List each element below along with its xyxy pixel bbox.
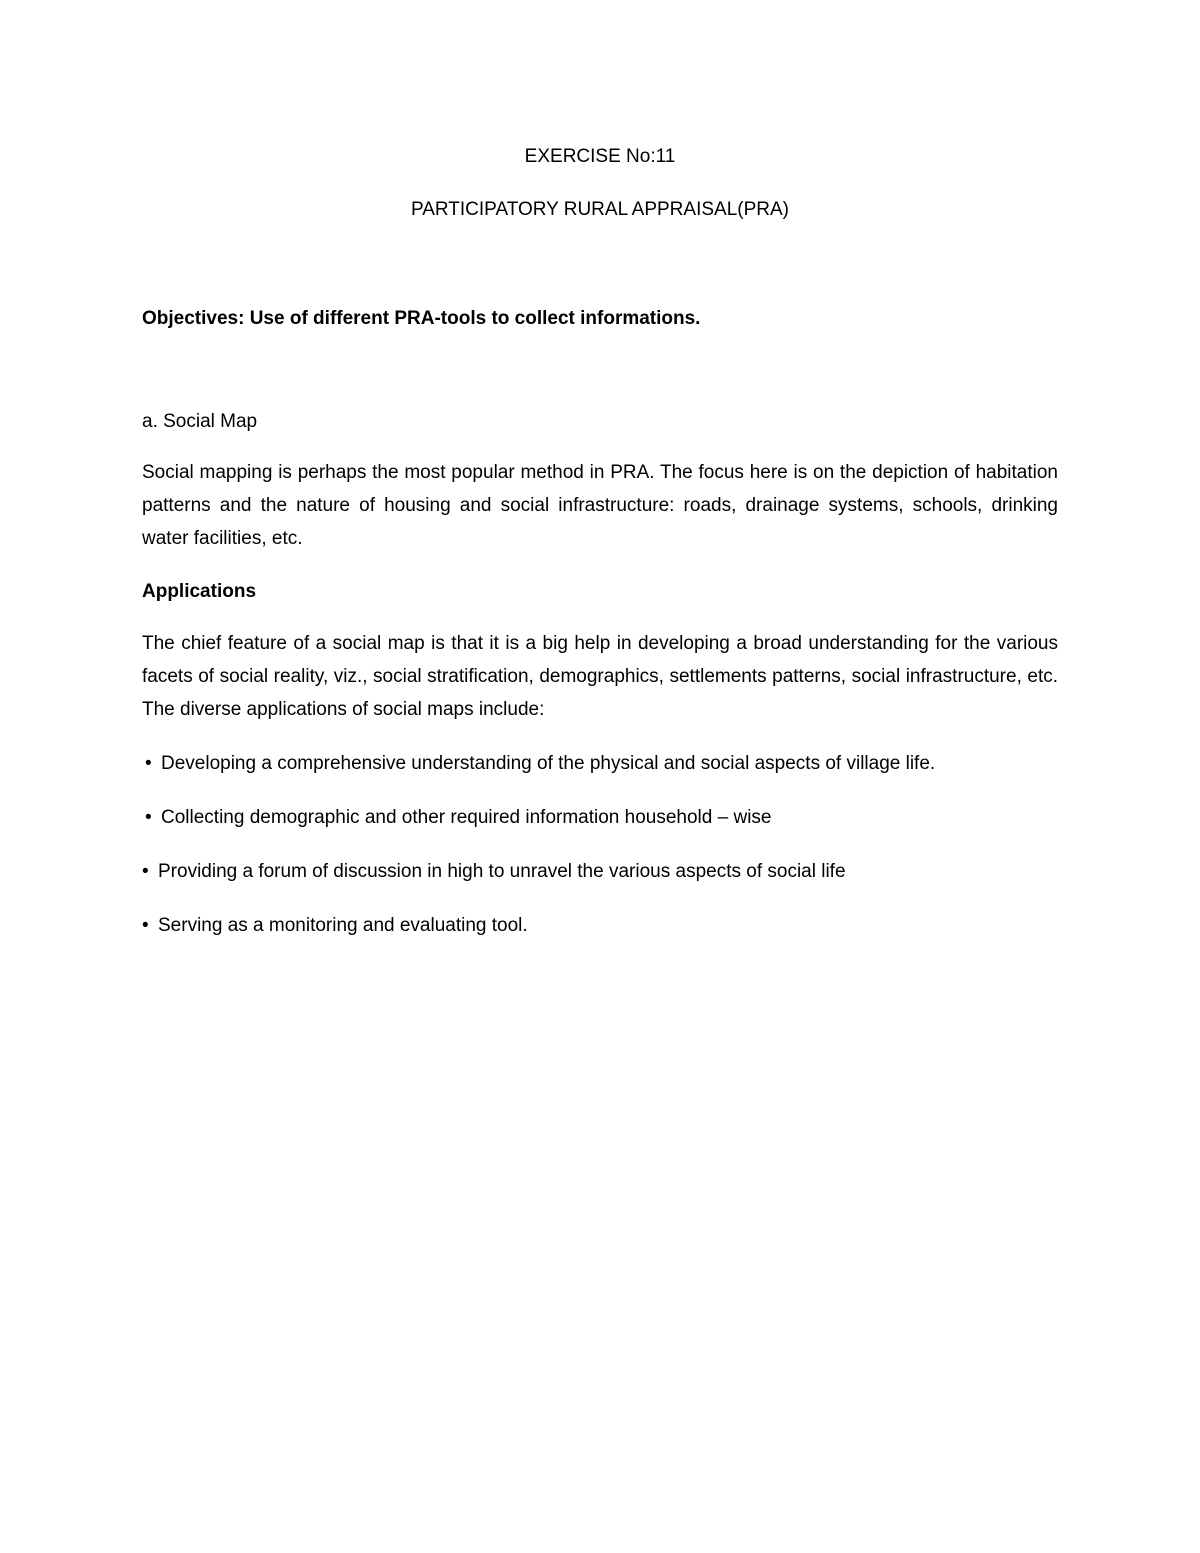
bullet-text: Collecting demographic and other required information household – wise [161,807,772,828]
intro-paragraph: Social mapping is perhaps the most popular method in PRA. The focus here is on the depiction of habitation patterns and the nature of housing and social infrastructure: roads, drainage systems, schools, drinking water facilities, etc. [142,462,1058,549]
objectives-text: Objectives: Use of different PRA-tools to collect informations. [142,308,701,329]
bullet-item [142,860,1062,884]
bullet-item [145,806,1065,830]
bullet-icon: • [145,753,152,774]
bullet-icon: • [142,861,149,882]
bullet-text: Serving as a monitoring and evaluating tool. [158,915,528,936]
bullet-item [142,914,1062,938]
applications-heading: Applications [142,581,257,602]
bullet-text: Developing a comprehensive understanding of the physical and social aspects of village life. [161,753,936,774]
bullet-icon: • [142,915,149,936]
section-heading: a. Social Map [142,411,258,432]
applications-paragraph: The chief feature of a social map is that it is a big help in developing a broad understanding for the various facets of social reality, viz., social stratification, demographics, settlements patterns, social infrastructure, etc. The diverse applications of social maps include: [142,633,1058,720]
bullet-icon: • [145,807,152,828]
bullet-item [145,752,1065,776]
exercise-title: EXERCISE No:11 [524,146,676,167]
document-subtitle: PARTICIPATORY RURAL APPRAISAL(PRA) [410,199,789,220]
bullet-text: Providing a forum of discussion in high to unravel the various aspects of social life [158,861,846,882]
